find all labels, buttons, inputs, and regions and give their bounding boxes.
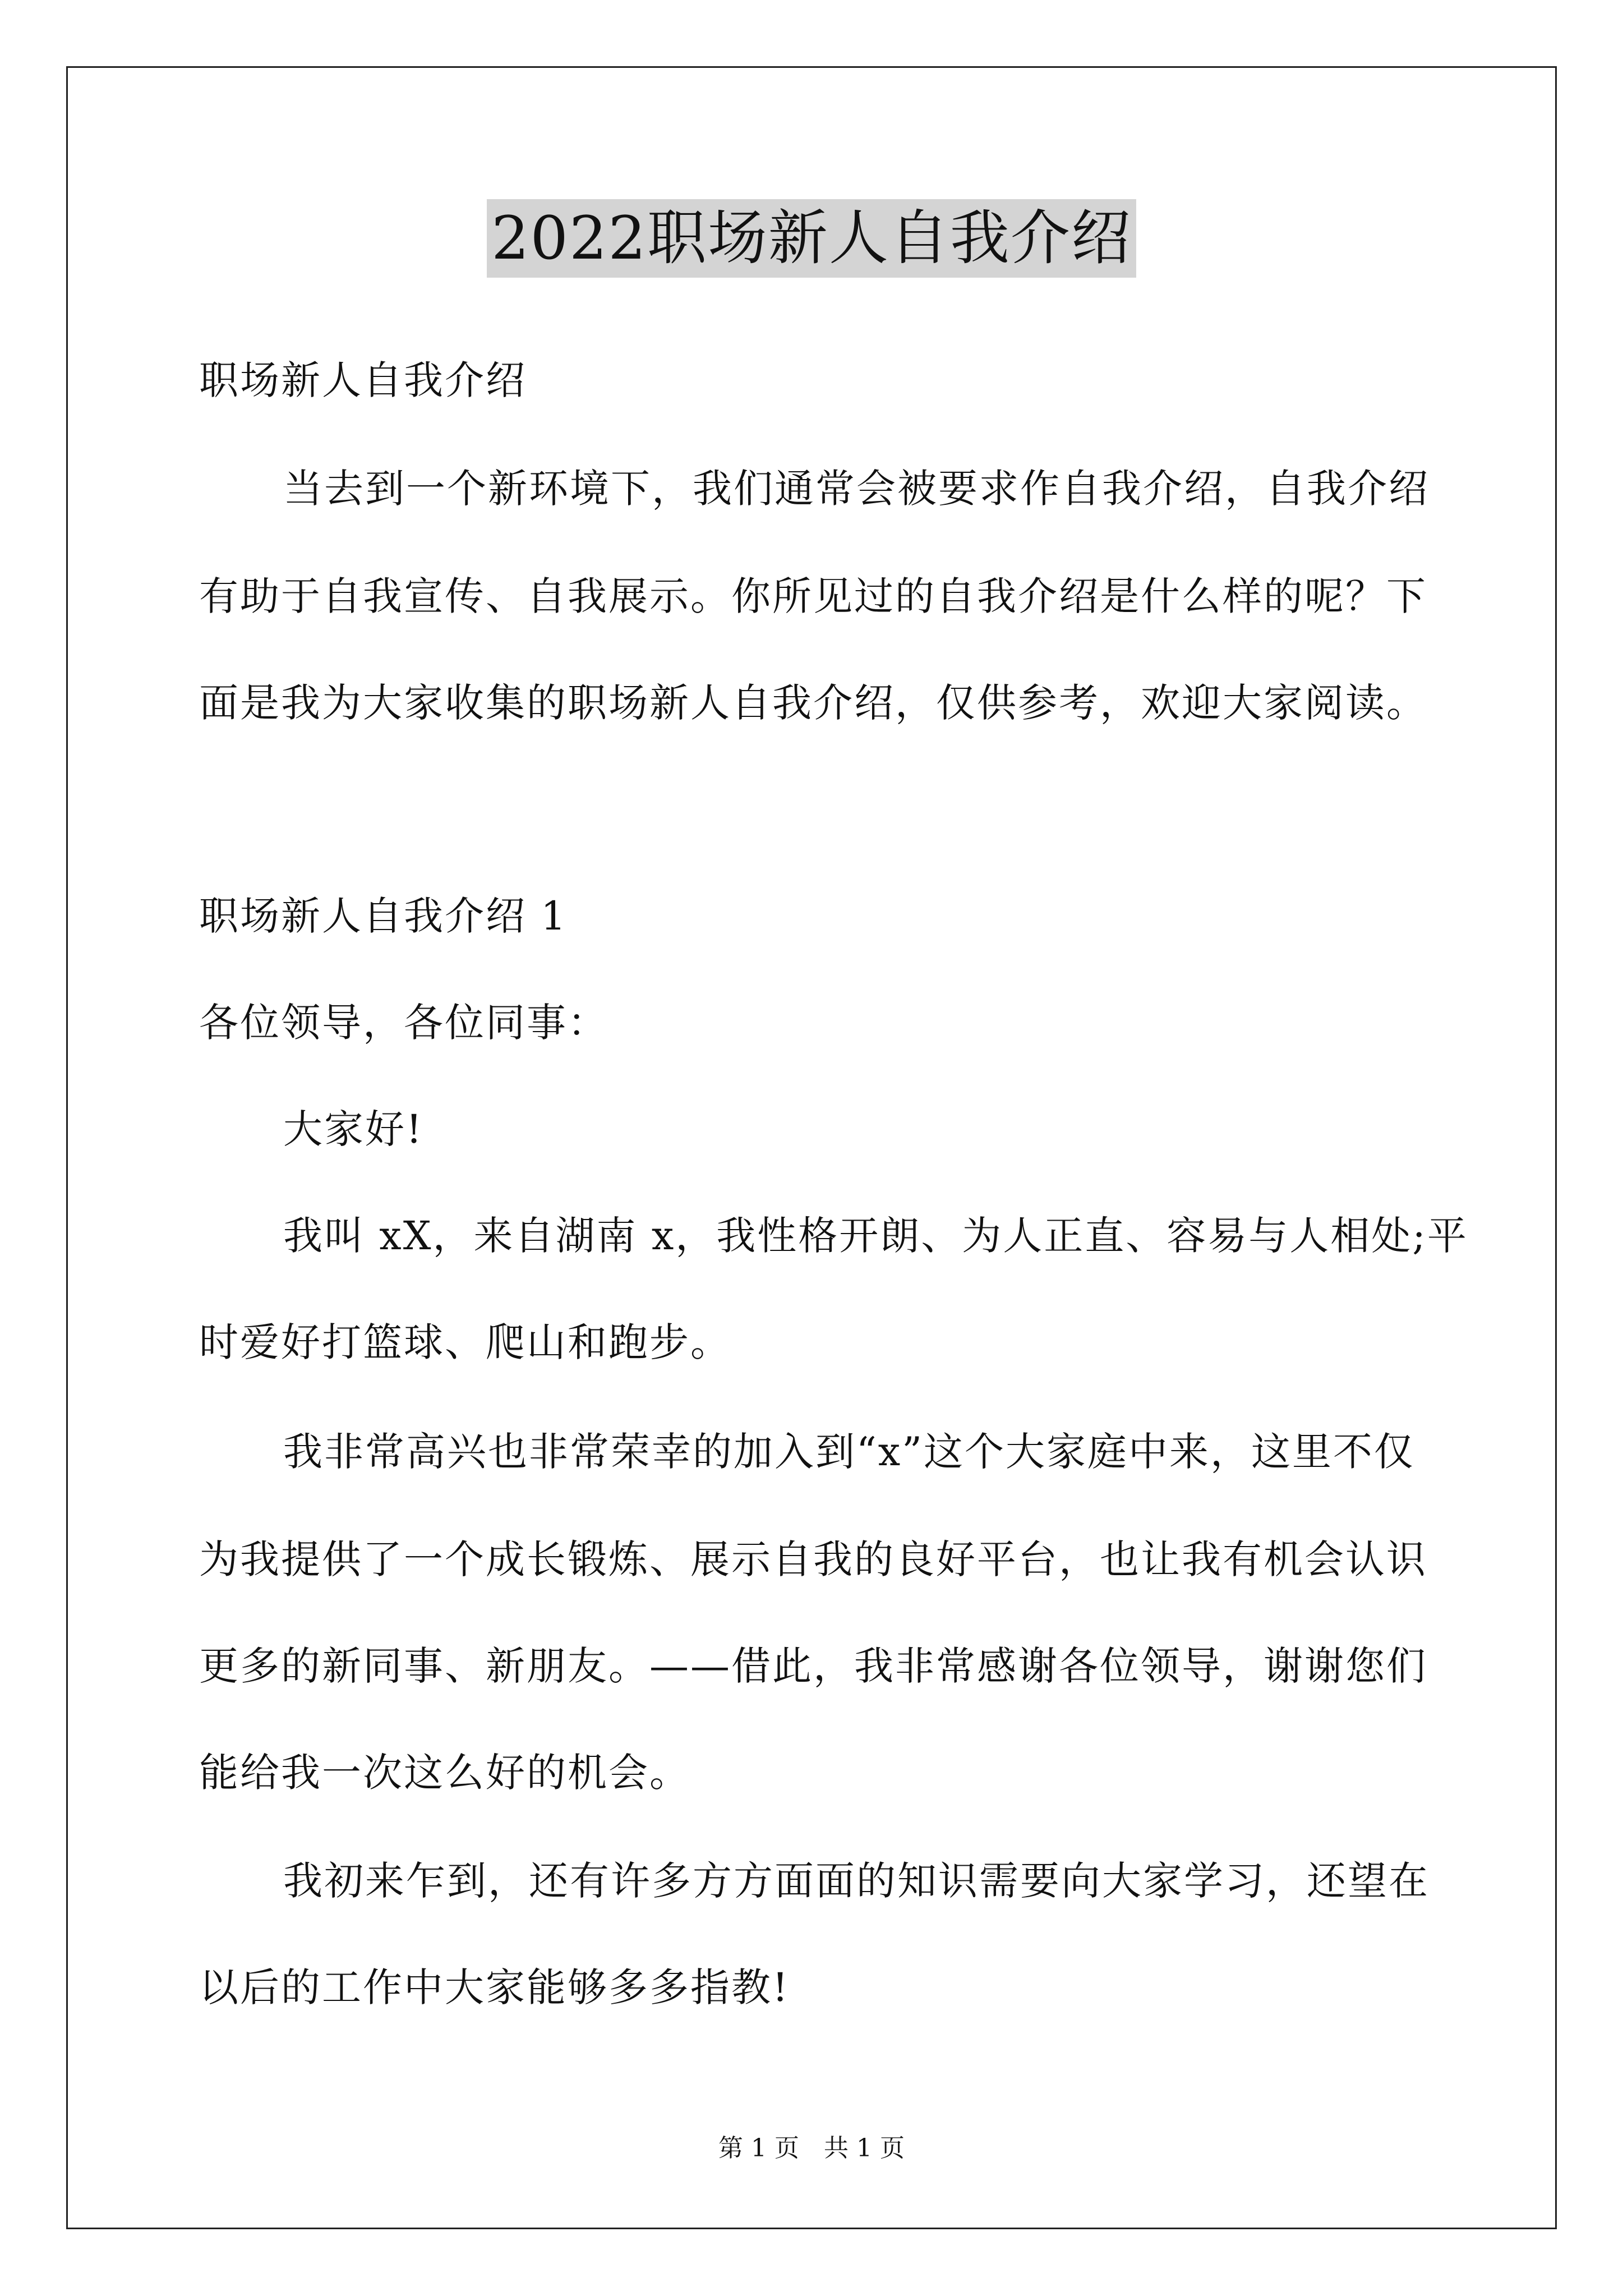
- greeting: 大家好!: [283, 1106, 424, 1152]
- salutation: 各位领导，各位同事：: [199, 1000, 608, 1046]
- paragraph-line: 能给我一次这么好的机会。: [199, 1750, 690, 1796]
- paragraph-line: 有助于自我宣传、自我展示。你所见过的自我介绍是什么样的呢？下: [199, 573, 1427, 619]
- paragraph-line: 当去到一个新环境下，我们通常会被要求作自我介绍，自我介绍: [283, 466, 1430, 512]
- paragraph-line: 面是我为大家收集的职场新人自我介绍，仅供参考，欢迎大家阅读。: [199, 680, 1427, 726]
- document-title: 2022职场新人自我介绍: [487, 199, 1136, 278]
- paragraph-line: 我非常高兴也非常荣幸的加入到“x”这个大家庭中来，这里不仅: [283, 1429, 1415, 1475]
- paragraph-line: 为我提供了一个成长锻炼、展示自我的良好平台，也让我有机会认识: [199, 1536, 1427, 1582]
- paragraph-line: 我叫 xX，来自湖南 x，我性格开朗、为人正直、容易与人相处;平: [283, 1213, 1468, 1259]
- paragraph-line: 时爱好打篮球、爬山和跑步。: [199, 1319, 731, 1365]
- paragraph-line: 我初来乍到，还有许多方方面面的知识需要向大家学习，还望在: [283, 1858, 1430, 1904]
- paragraph-line: 更多的新同事、新朋友。——借此，我非常感谢各位领导，谢谢您们: [199, 1643, 1427, 1689]
- section-heading: 职场新人自我介绍 1: [199, 893, 568, 939]
- title-container: [0, 199, 1623, 278]
- paragraph-line: 以后的工作中大家能够多多指教!: [199, 1964, 790, 2010]
- section-heading: 职场新人自我介绍: [199, 357, 527, 403]
- page-footer: 第 1 页 共 1 页: [718, 2134, 905, 2162]
